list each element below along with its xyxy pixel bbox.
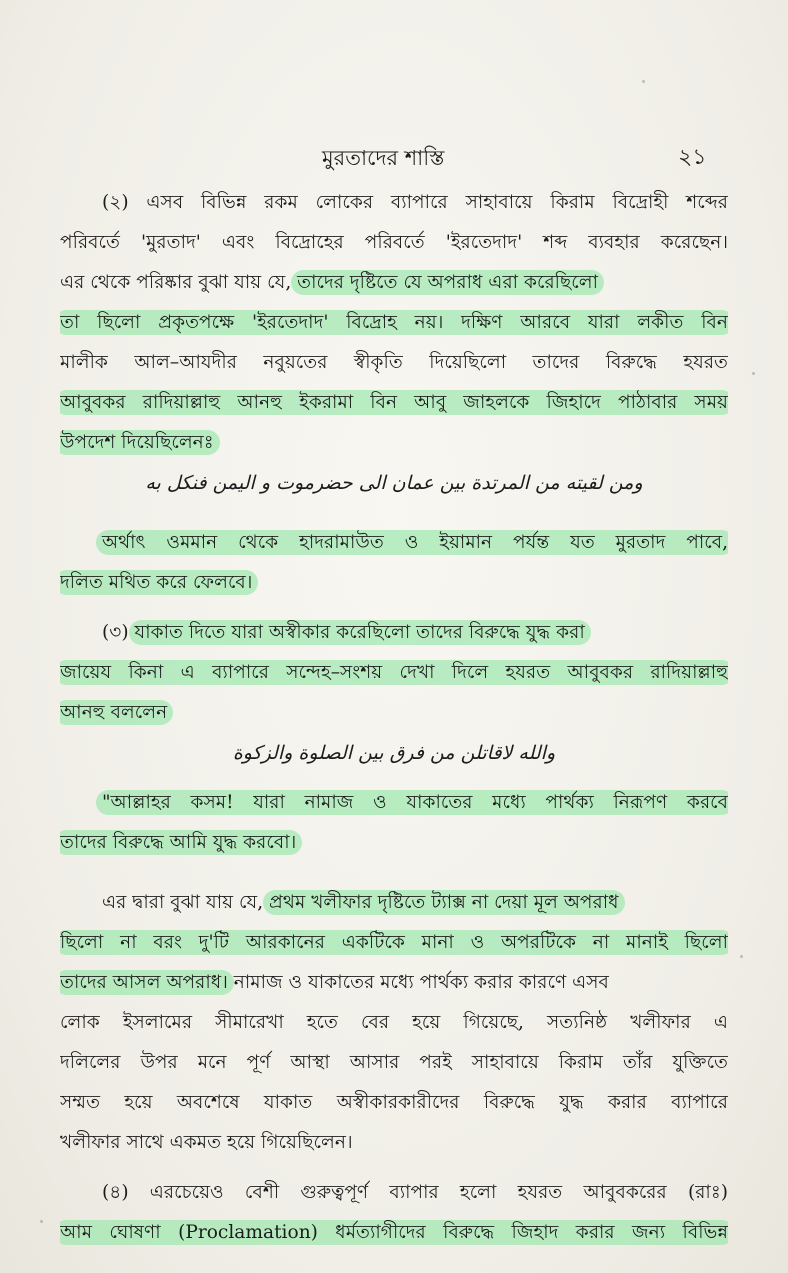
- text-line: [60, 303, 728, 343]
- highlighted-text: উপদেশ দিয়েছিলেনঃ: [60, 430, 220, 455]
- highlighted-text: "আল্লাহর কসম! যারা নামাজ ও যাকাতের মধ্যে পার্থক্য নিরূপণ করবে: [96, 790, 728, 815]
- scan-speck: [40, 1220, 43, 1223]
- text-line: [60, 653, 728, 693]
- text-line: [60, 693, 728, 733]
- text-line: পরিবর্তে 'মুরতাদ' এবং বিদ্রোহের পরিবর্তে 'ইরতেদাদ' শব্দ ব্যবহার করেছেন।: [60, 232, 728, 253]
- arabic-quote: ومن لقيته من المرتدة بين عمان الى حضرموت و اليمن فنكل به: [145, 472, 643, 494]
- text-line: [60, 783, 728, 823]
- scan-speck: [740, 955, 743, 958]
- highlighted-text: তা ছিলো প্রকৃতপক্ষে 'ইরতেদাদ' বিদ্রোহ নয়। দক্ষিণ আরবে যারা লকীত বিন: [60, 310, 728, 335]
- text-line: মালীক আল–আযদীর নবুয়তের স্বীকৃতি দিয়েছিলো তাদের বিরুদ্ধে হযরত: [60, 352, 728, 373]
- text-line: (২) এসব বিভিন্ন রকম লোকের ব্যাপারে সাহাবায়ে কিরাম বিদ্রোহী শব্দের: [102, 192, 728, 213]
- text-line: দলিলের উপর মনে পূর্ণ আস্থা আসার পরই সাহাবায়ে কিরাম তাঁর যুক্তিতে: [60, 1052, 728, 1073]
- highlighted-text: প্রথম খলীফার দৃষ্টিতে ট্যাক্স না দেয়া মূল অপরাধ: [263, 890, 625, 915]
- highlighted-text: দলিত মথিত করে ফেলবে।: [60, 570, 258, 595]
- page-header: [0, 143, 788, 177]
- text-line: [60, 923, 728, 963]
- text-line: খলীফার সাথে একমত হয়ে গিয়েছিলেন।: [60, 1132, 353, 1153]
- text-line: তাদের আসল অপরাধ। নামাজ ও যাকাতের মধ্যে পার্থক্য করার কারণে এসব: [60, 963, 728, 1003]
- text-line: এর দ্বারা বুঝা যায় যে, প্রথম খলীফার দৃষ্টিতে ট্যাক্স না দেয়া মূল অপরাধ: [60, 883, 728, 923]
- text-line: সম্মত হয়ে অবশেষে যাকাত অস্বীকারকারীদের বিরুদ্ধে যুদ্ধ করার ব্যাপারে: [60, 1092, 728, 1113]
- text-line: (৪) এরচেয়েও বেশী গুরুত্বপূর্ণ ব্যাপার হলো হযরত আবুবকরের (রাঃ): [102, 1182, 728, 1203]
- text-line: [60, 423, 728, 463]
- highlighted-text: তাদের বিরুদ্ধে আমি যুদ্ধ করবো।: [60, 830, 302, 855]
- text-line: (৩) যাকাত দিতে যারা অস্বীকার করেছিলো তাদের বিরুদ্ধে যুদ্ধ করা: [60, 613, 728, 653]
- highlighted-text: ছিলো না বরং দু'টি আরকানের একটিকে মানা ও অপরটিকে না মানাই ছিলো: [60, 930, 728, 955]
- highlighted-text: তাদের দৃষ্টিতে যে অপরাধ এরা করেছিলো: [291, 270, 604, 295]
- text-line: [60, 523, 728, 563]
- highlighted-text: জায়েয কিনা এ ব্যাপারে সন্দেহ–সংশয় দেখা দিলে হযরত আবুবকর রাদিয়াল্লাহু: [60, 660, 728, 685]
- text-line: [60, 383, 728, 423]
- highlighted-text: যাকাত দিতে যারা অস্বীকার করেছিলো তাদের বিরুদ্ধে যুদ্ধ করা: [129, 620, 591, 645]
- highlighted-text: আবুবকর রাদিয়াল্লাহু আনহু ইকরামা বিন আবু জাহলকে জিহাদে পাঠাবার সময়: [60, 390, 728, 415]
- running-title: মুরতাদের শাস্তি: [322, 146, 445, 170]
- text-line: লোক ইসলামের সীমারেখা হতে বের হয়ে গিয়েছে, সত্যনিষ্ঠ খলীফার এ: [60, 1012, 728, 1033]
- highlighted-text: অর্থাৎ ওমমান থেকে হাদরামাউত ও ইয়ামান পর্যন্ত যত মুরতাদ পাবে,: [96, 530, 728, 555]
- text-line: এর থেকে পরিষ্কার বুঝা যায় যে, তাদের দৃষ্টিতে যে অপরাধ এরা করেছিলো: [60, 263, 728, 303]
- text-line: [60, 563, 728, 603]
- highlighted-text: আনহু বললেন: [60, 700, 173, 725]
- text-line: [60, 823, 728, 863]
- scan-speck: [642, 80, 645, 83]
- text-line: [60, 1213, 728, 1253]
- page-number: ২১: [678, 145, 707, 170]
- highlighted-text: তাদের আসল অপরাধ।: [60, 970, 234, 995]
- highlighted-text: আম ঘোষণা (Proclamation) ধর্মত্যাগীদের বিরুদ্ধে জিহাদ করার জন্য বিভিন্ন: [60, 1220, 728, 1245]
- scan-speck: [752, 372, 755, 375]
- arabic-quote: والله لاقاتلن من فرق بين الصلوة والزكوة: [232, 742, 556, 764]
